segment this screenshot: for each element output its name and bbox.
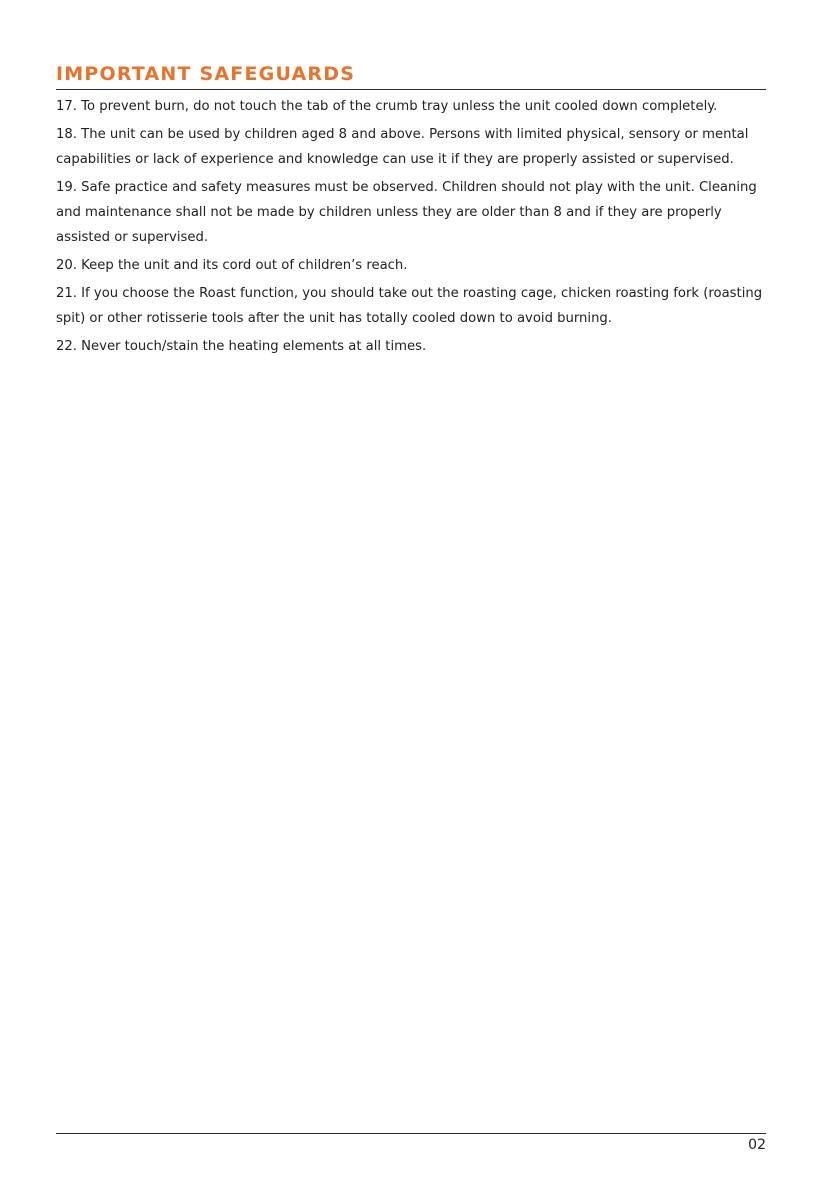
safeguard-item-20: 20. Keep the unit and its cord out of children’s reach. [56,258,408,273]
safeguard-item-17: 17. To prevent burn, do not touch the tab of the crumb tray unless the unit cooled down completely. [56,99,718,114]
safeguard-item-22: 22. Never touch/stain the heating elements at all times. [56,339,427,354]
safeguard-item-21: 21. If you choose the Roast function, you should take out the roasting cage, chicken roasting fork (roasting spit) or other rotisserie tools after the unit has totally cooled down to avoid burning. [56,286,763,326]
section-heading: IMPORTANT SAFEGUARDS [56,63,356,85]
safeguards-list [56,94,768,362]
safeguard-item-19: 19. Safe practice and safety measures must be observed. Children should not play with the unit. Cleaning and maintenance shall not be made by children unless they are older than 8 and if they are properly assisted or supervised. [56,180,757,245]
footer-divider [56,1133,766,1134]
safeguard-item-18: 18. The unit can be used by children aged 8 and above. Persons with limited physical, sensory or mental capabilities or lack of experience and knowledge can use it if they are properly assisted or supervised. [56,127,749,167]
heading-divider [56,89,766,90]
page-number: 02 [748,1137,766,1153]
